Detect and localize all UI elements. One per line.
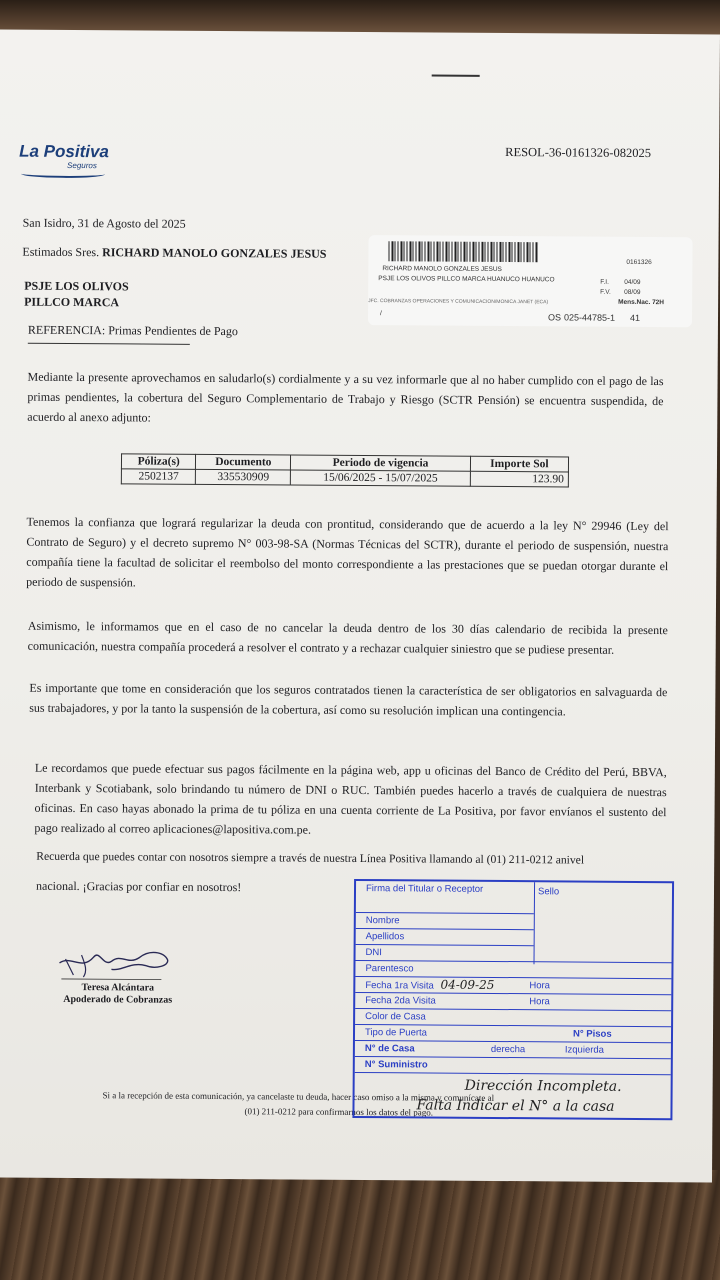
label-fv-label: F.V.: [600, 288, 611, 296]
stamp-ncasa: N° de Casa: [364, 1043, 415, 1055]
paragraph-1: Mediante la presente aprovechamos en saludarlo(s) cordialmente y a su vez informarle que al no haber cumplido con el pago de las primas pendientes, la cobertura del Seguro Complementario de Trabajo y Riesgo (SCTR Pensión) se encuentra suspendida, de acuerdo al anexo adjunto:: [27, 369, 664, 425]
label-fi: 04/09: [624, 278, 641, 286]
company-logo: La Positiva: [19, 141, 109, 162]
table-cell: 123.90: [470, 471, 568, 487]
label-slash: /: [380, 310, 382, 318]
footer-line-1: Si a la recepción de esta comunicación, ya cancelaste tu deuda, hacer caso omiso a la misma y comunícate al: [102, 1090, 495, 1103]
label-service: Mens.Nac. 72H: [618, 298, 665, 307]
stamp-sello: Sello: [537, 886, 560, 898]
paragraph-2: Tenemos la confianza que logrará regularizar la deuda con prontitud, considerando que de acuerdo a la ley N° 29946 (Ley del Contrato de Seguro) y el decreto supremo N° 003-98-SA (Normas Técnicas del SCTR), durante el periodo de suspensión, nuestra compañía tiene la facultad de solicitar el reembolso del monto correspondiente a las prestaciones que se puedan otorgar durante el periodo de suspensión.: [26, 514, 669, 590]
handwritten-direccion: Dirección Incompleta.: [464, 1077, 622, 1095]
table-row: [121, 469, 568, 487]
reference-underline: [28, 343, 190, 345]
greeting-prefix: Estimados Sres.: [22, 244, 100, 260]
stamp-derecha: derecha: [490, 1043, 526, 1056]
column-header: Importe Sol: [470, 456, 568, 472]
stamp-fecha1: Fecha 1ra Visita: [365, 980, 434, 992]
recipient-name: RICHARD MANOLO GONZALES JESUS: [102, 245, 327, 261]
stamp-nombre: Nombre: [356, 913, 534, 930]
column-header: Periodo de vigencia: [291, 455, 471, 471]
label-dept: JFC. COBRANZAS OPERACIONES Y COMUNICACION/MONICA JANET (ECA): [368, 298, 549, 306]
signer-title: Apoderado de Cobranzas: [63, 993, 173, 1006]
stamp-hora2: Hora: [529, 996, 550, 1008]
column-header: Póliza(s): [121, 454, 196, 470]
handwritten-falta: Falta Indicar el N° a la casa: [416, 1097, 615, 1115]
table-cell: 15/06/2025 - 15/07/2025: [291, 470, 471, 486]
letter-page: [0, 29, 720, 1182]
company-logo-sub: Seguros: [67, 160, 97, 171]
table-cell: 335530909: [196, 469, 291, 485]
logo-swoosh: [21, 170, 105, 179]
signer-name: Teresa Alcántara: [81, 982, 155, 994]
label-fi-label: F.I.: [600, 278, 609, 286]
paragraph-6-line-2: nacional. ¡Gracias por confiar en nosotros!: [35, 878, 242, 895]
stamp-parentesco: Parentesco: [355, 961, 671, 979]
footer-line-2: (01) 211-0212 para confirmarnos los datos del pago.: [244, 1106, 434, 1118]
address-line-1: PSJE LOS OLIVOS: [24, 278, 129, 294]
label-os-label: OS: [547, 312, 562, 323]
stamp-suministro: N° Suministro: [355, 1057, 671, 1075]
delivery-stamp: [352, 879, 674, 1120]
stamp-fecha1-value: 04-09-25: [440, 977, 495, 992]
table-cell: 2502137: [121, 469, 196, 485]
label-os: 025-44785-1: [563, 312, 616, 323]
paragraph-6-line-1: Recuerda que puedes contar con nosotros siempre a través de nuestra Línea Positiva llamando al (01) 211-0212 anivel: [36, 849, 585, 867]
column-header: Documento: [196, 454, 291, 470]
label-fv: 08/09: [624, 288, 641, 296]
label-name: RICHARD MANOLO GONZALES JESUS: [382, 265, 502, 273]
stamp-fecha2: Fecha 2da Visita: [365, 995, 436, 1007]
stamp-color: Color de Casa: [355, 1009, 671, 1027]
stamp-hora1: Hora: [529, 980, 550, 992]
policy-table: [121, 453, 569, 487]
stamp-pisos: N° Pisos: [572, 1028, 612, 1040]
stamp-izquierda: Izquierda: [564, 1044, 605, 1056]
top-mark: [432, 75, 480, 77]
resolution-number: RESOL-36-0161326-082025: [505, 145, 652, 161]
stamp-dni: DNI: [356, 945, 672, 963]
paragraph-5: Le recordamos que puede efectuar sus pagos fácilmente en la página web, app u oficinas del Banco de Crédito del Perú, BBVA, Interbank y Scotiabank, solo brindando tu número de DNI o RUC. También puedes hacerlo a través de cualquiera de nuestras oficinas. En caso hayas abonado la prima de tu póliza en una cuenta corriente de La Positiva, por favor envíanos el sustento del pago realizado al correo aplicaciones@lapositiva.com.pe.: [34, 760, 667, 837]
signer-block: [63, 982, 172, 1007]
background-surface-bottom: [0, 1170, 720, 1280]
paragraph-4: Es importante que tome en consideración que los seguros contratados tienen la característica de ser obligatorios en salvaguarda de sus trabajadores, y por la tanto la suspensión de la cobertura, así como su resolución implican una contingencia.: [29, 680, 668, 719]
stamp-tipo: Tipo de Puerta: [364, 1027, 428, 1039]
label-address: PSJE LOS OLIVOS PILLCO MARCA HUANUCO HUANUCO: [378, 275, 555, 284]
address-line-2: PILLCO MARCA: [24, 294, 120, 310]
barcode: [388, 241, 538, 262]
label-code: 0161326: [626, 258, 652, 267]
mailing-label: [368, 235, 693, 327]
label-count: 41: [629, 312, 641, 323]
paragraph-3: Asimismo, le informamos que en el caso de no cancelar la deuda dentro de los 30 días calendario de recibida la presente comunicación, nuestra compañía procederá a resolver el contrato y a rechazar cualquier siniestro que se pudiese presentar.: [27, 618, 668, 657]
letter-date: San Isidro, 31 de Agosto del 2025: [22, 215, 186, 231]
reference: REFERENCIA: Primas Pendientes de Pago: [27, 322, 238, 339]
stamp-apellidos: Apellidos: [356, 929, 534, 946]
stamp-firma: Firma del Titular o Receptor: [356, 881, 534, 914]
signature-mark: [51, 935, 181, 986]
greeting: [22, 242, 326, 264]
